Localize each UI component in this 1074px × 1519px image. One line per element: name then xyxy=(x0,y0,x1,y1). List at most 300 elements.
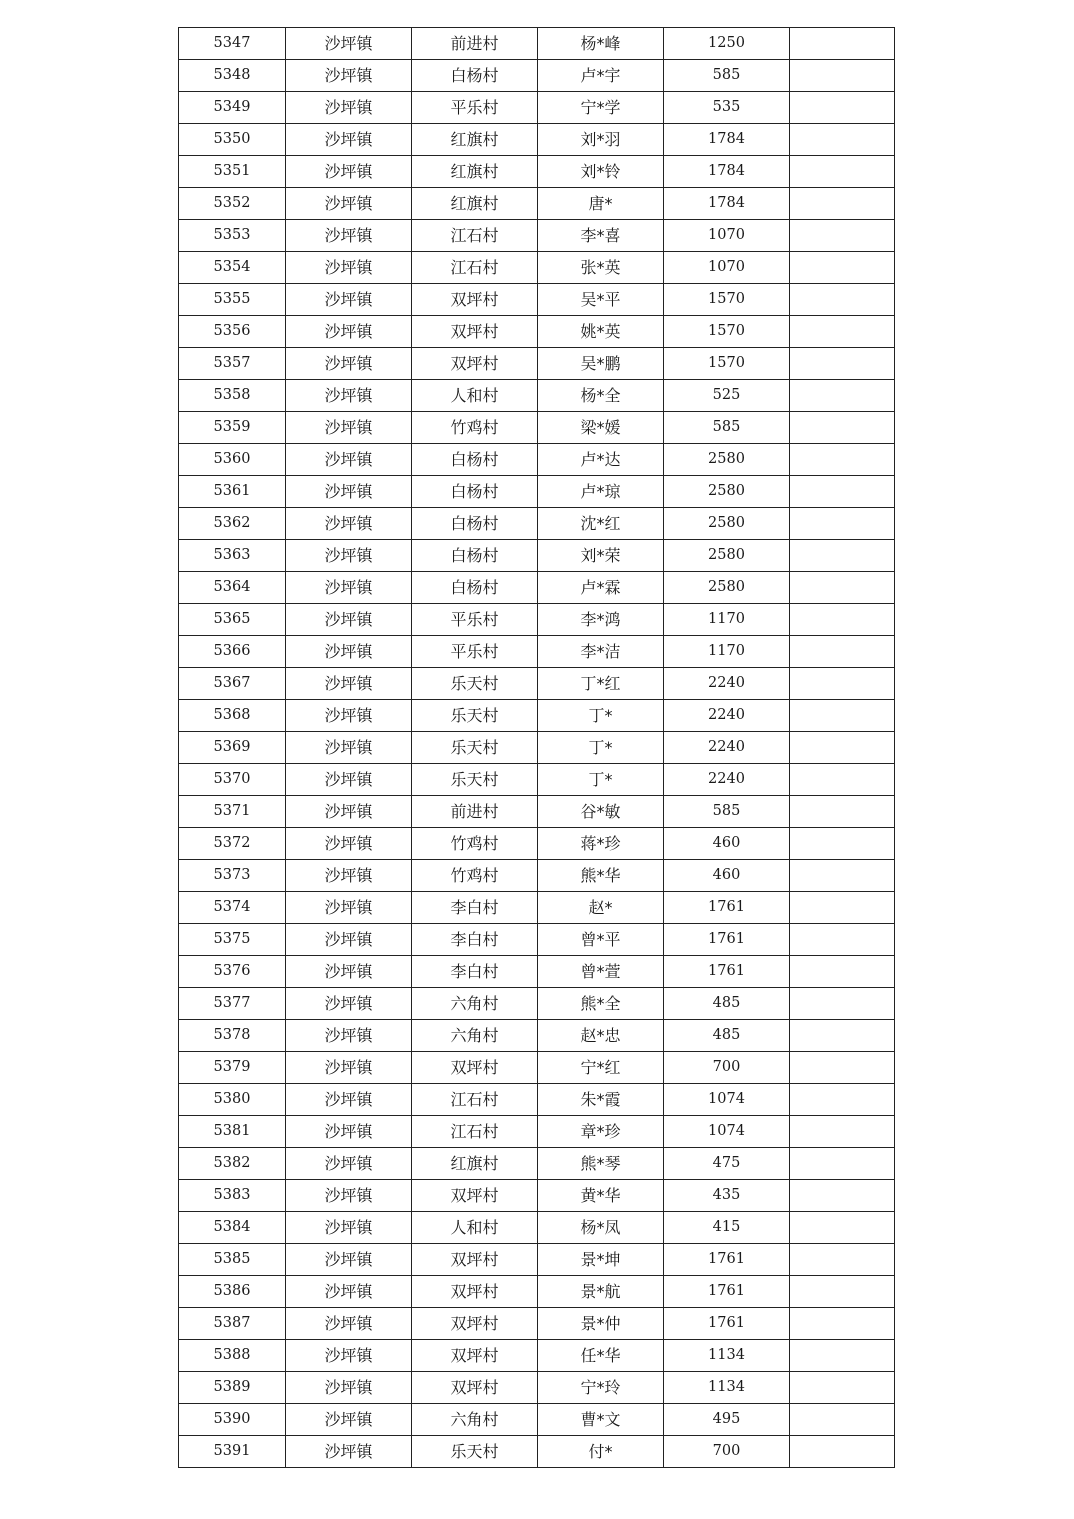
cell-town: 沙坪镇 xyxy=(286,668,412,700)
cell-serial-number: 5352 xyxy=(179,188,286,220)
cell-village: 六角村 xyxy=(412,988,538,1020)
cell-village: 双坪村 xyxy=(412,1276,538,1308)
cell-serial-number: 5373 xyxy=(179,860,286,892)
table-row xyxy=(179,540,895,572)
cell-person-name: 蒋*珍 xyxy=(538,828,664,860)
cell-person-name: 卢*琼 xyxy=(538,476,664,508)
cell-village: 红旗村 xyxy=(412,188,538,220)
cell-person-name: 刘*铃 xyxy=(538,156,664,188)
cell-town: 沙坪镇 xyxy=(286,508,412,540)
cell-amount: 700 xyxy=(664,1436,790,1468)
table-row xyxy=(179,1084,895,1116)
cell-person-name: 熊*全 xyxy=(538,988,664,1020)
table-row xyxy=(179,348,895,380)
cell-remark xyxy=(790,156,895,188)
table-row xyxy=(179,828,895,860)
table-row xyxy=(179,1148,895,1180)
table-row xyxy=(179,988,895,1020)
cell-amount: 495 xyxy=(664,1404,790,1436)
cell-amount: 1784 xyxy=(664,188,790,220)
cell-amount: 2580 xyxy=(664,476,790,508)
table-row xyxy=(179,284,895,316)
cell-serial-number: 5372 xyxy=(179,828,286,860)
cell-amount: 2580 xyxy=(664,540,790,572)
cell-person-name: 宁*红 xyxy=(538,1052,664,1084)
cell-remark xyxy=(790,860,895,892)
cell-village: 前进村 xyxy=(412,28,538,60)
cell-amount: 1134 xyxy=(664,1340,790,1372)
cell-town: 沙坪镇 xyxy=(286,1180,412,1212)
cell-person-name: 李*喜 xyxy=(538,220,664,252)
cell-person-name: 谷*敏 xyxy=(538,796,664,828)
table-row xyxy=(179,444,895,476)
cell-village: 白杨村 xyxy=(412,540,538,572)
cell-village: 双坪村 xyxy=(412,316,538,348)
cell-village: 竹鸡村 xyxy=(412,828,538,860)
cell-remark xyxy=(790,1116,895,1148)
table-row xyxy=(179,28,895,60)
cell-village: 乐天村 xyxy=(412,764,538,796)
cell-remark xyxy=(790,508,895,540)
cell-village: 李白村 xyxy=(412,924,538,956)
cell-village: 白杨村 xyxy=(412,476,538,508)
cell-person-name: 卢*霖 xyxy=(538,572,664,604)
cell-person-name: 赵* xyxy=(538,892,664,924)
cell-person-name: 宁*玲 xyxy=(538,1372,664,1404)
table-row xyxy=(179,476,895,508)
cell-amount: 1074 xyxy=(664,1116,790,1148)
cell-person-name: 李*鸿 xyxy=(538,604,664,636)
cell-amount: 1570 xyxy=(664,284,790,316)
cell-serial-number: 5353 xyxy=(179,220,286,252)
table-row xyxy=(179,636,895,668)
cell-town: 沙坪镇 xyxy=(286,60,412,92)
cell-remark xyxy=(790,476,895,508)
cell-amount: 1170 xyxy=(664,636,790,668)
cell-amount: 1070 xyxy=(664,220,790,252)
cell-village: 人和村 xyxy=(412,1212,538,1244)
cell-remark xyxy=(790,572,895,604)
cell-town: 沙坪镇 xyxy=(286,1052,412,1084)
cell-remark xyxy=(790,540,895,572)
cell-town: 沙坪镇 xyxy=(286,988,412,1020)
table-row xyxy=(179,604,895,636)
cell-village: 平乐村 xyxy=(412,604,538,636)
cell-serial-number: 5371 xyxy=(179,796,286,828)
cell-serial-number: 5366 xyxy=(179,636,286,668)
cell-serial-number: 5356 xyxy=(179,316,286,348)
cell-village: 六角村 xyxy=(412,1404,538,1436)
cell-amount: 1784 xyxy=(664,156,790,188)
cell-remark xyxy=(790,188,895,220)
table-row xyxy=(179,1052,895,1084)
cell-village: 竹鸡村 xyxy=(412,412,538,444)
table-row xyxy=(179,124,895,156)
cell-serial-number: 5381 xyxy=(179,1116,286,1148)
cell-town: 沙坪镇 xyxy=(286,796,412,828)
cell-village: 双坪村 xyxy=(412,1052,538,1084)
cell-village: 江石村 xyxy=(412,1116,538,1148)
table-row xyxy=(179,380,895,412)
cell-serial-number: 5350 xyxy=(179,124,286,156)
cell-amount: 1070 xyxy=(664,252,790,284)
cell-amount: 2580 xyxy=(664,444,790,476)
cell-person-name: 曹*文 xyxy=(538,1404,664,1436)
cell-remark xyxy=(790,284,895,316)
cell-person-name: 杨*峰 xyxy=(538,28,664,60)
cell-town: 沙坪镇 xyxy=(286,924,412,956)
table-row xyxy=(179,860,895,892)
cell-village: 乐天村 xyxy=(412,700,538,732)
cell-town: 沙坪镇 xyxy=(286,1404,412,1436)
cell-serial-number: 5391 xyxy=(179,1436,286,1468)
cell-remark xyxy=(790,1308,895,1340)
cell-remark xyxy=(790,412,895,444)
cell-amount: 1074 xyxy=(664,1084,790,1116)
cell-person-name: 杨*全 xyxy=(538,380,664,412)
table-row xyxy=(179,412,895,444)
cell-person-name: 熊*华 xyxy=(538,860,664,892)
cell-serial-number: 5357 xyxy=(179,348,286,380)
cell-person-name: 章*珍 xyxy=(538,1116,664,1148)
cell-town: 沙坪镇 xyxy=(286,700,412,732)
cell-town: 沙坪镇 xyxy=(286,636,412,668)
cell-serial-number: 5351 xyxy=(179,156,286,188)
cell-serial-number: 5389 xyxy=(179,1372,286,1404)
cell-person-name: 丁* xyxy=(538,764,664,796)
cell-serial-number: 5385 xyxy=(179,1244,286,1276)
cell-serial-number: 5360 xyxy=(179,444,286,476)
cell-serial-number: 5349 xyxy=(179,92,286,124)
cell-person-name: 景*航 xyxy=(538,1276,664,1308)
cell-amount: 2240 xyxy=(664,732,790,764)
cell-remark xyxy=(790,1340,895,1372)
cell-amount: 1761 xyxy=(664,956,790,988)
cell-town: 沙坪镇 xyxy=(286,892,412,924)
cell-amount: 585 xyxy=(664,60,790,92)
cell-serial-number: 5365 xyxy=(179,604,286,636)
cell-amount: 1784 xyxy=(664,124,790,156)
cell-serial-number: 5375 xyxy=(179,924,286,956)
cell-serial-number: 5358 xyxy=(179,380,286,412)
cell-person-name: 宁*学 xyxy=(538,92,664,124)
cell-remark xyxy=(790,764,895,796)
cell-village: 乐天村 xyxy=(412,668,538,700)
cell-serial-number: 5363 xyxy=(179,540,286,572)
table-row xyxy=(179,1212,895,1244)
table-row xyxy=(179,668,895,700)
table-row xyxy=(179,60,895,92)
cell-person-name: 黄*华 xyxy=(538,1180,664,1212)
cell-village: 平乐村 xyxy=(412,636,538,668)
cell-remark xyxy=(790,1020,895,1052)
cell-village: 李白村 xyxy=(412,892,538,924)
cell-person-name: 唐* xyxy=(538,188,664,220)
cell-person-name: 曾*萱 xyxy=(538,956,664,988)
cell-person-name: 景*坤 xyxy=(538,1244,664,1276)
cell-amount: 1250 xyxy=(664,28,790,60)
cell-town: 沙坪镇 xyxy=(286,348,412,380)
cell-town: 沙坪镇 xyxy=(286,252,412,284)
cell-serial-number: 5374 xyxy=(179,892,286,924)
cell-remark xyxy=(790,1052,895,1084)
cell-remark xyxy=(790,604,895,636)
table-row xyxy=(179,956,895,988)
cell-amount: 2240 xyxy=(664,700,790,732)
cell-serial-number: 5379 xyxy=(179,1052,286,1084)
cell-remark xyxy=(790,380,895,412)
cell-serial-number: 5364 xyxy=(179,572,286,604)
cell-serial-number: 5362 xyxy=(179,508,286,540)
cell-serial-number: 5378 xyxy=(179,1020,286,1052)
cell-town: 沙坪镇 xyxy=(286,1244,412,1276)
cell-remark xyxy=(790,1212,895,1244)
cell-village: 双坪村 xyxy=(412,1340,538,1372)
cell-town: 沙坪镇 xyxy=(286,1212,412,1244)
table-row xyxy=(179,316,895,348)
cell-village: 平乐村 xyxy=(412,92,538,124)
cell-amount: 1570 xyxy=(664,348,790,380)
cell-person-name: 朱*霞 xyxy=(538,1084,664,1116)
table-row xyxy=(179,1244,895,1276)
cell-town: 沙坪镇 xyxy=(286,156,412,188)
cell-serial-number: 5369 xyxy=(179,732,286,764)
cell-amount: 1761 xyxy=(664,892,790,924)
cell-person-name: 曾*平 xyxy=(538,924,664,956)
table-body xyxy=(179,28,895,1468)
cell-person-name: 景*仲 xyxy=(538,1308,664,1340)
cell-village: 白杨村 xyxy=(412,508,538,540)
cell-person-name: 沈*红 xyxy=(538,508,664,540)
cell-town: 沙坪镇 xyxy=(286,828,412,860)
cell-village: 竹鸡村 xyxy=(412,860,538,892)
cell-remark xyxy=(790,1404,895,1436)
cell-town: 沙坪镇 xyxy=(286,316,412,348)
cell-village: 双坪村 xyxy=(412,1308,538,1340)
cell-amount: 700 xyxy=(664,1052,790,1084)
cell-town: 沙坪镇 xyxy=(286,1340,412,1372)
cell-amount: 2240 xyxy=(664,764,790,796)
cell-person-name: 丁* xyxy=(538,732,664,764)
cell-town: 沙坪镇 xyxy=(286,1436,412,1468)
cell-remark xyxy=(790,1436,895,1468)
cell-remark xyxy=(790,316,895,348)
cell-remark xyxy=(790,60,895,92)
table-row xyxy=(179,1340,895,1372)
cell-town: 沙坪镇 xyxy=(286,956,412,988)
cell-village: 前进村 xyxy=(412,796,538,828)
table-row xyxy=(179,252,895,284)
table-row xyxy=(179,92,895,124)
cell-town: 沙坪镇 xyxy=(286,412,412,444)
table-row xyxy=(179,220,895,252)
cell-serial-number: 5347 xyxy=(179,28,286,60)
cell-town: 沙坪镇 xyxy=(286,444,412,476)
cell-person-name: 丁*红 xyxy=(538,668,664,700)
cell-remark xyxy=(790,28,895,60)
cell-amount: 2580 xyxy=(664,508,790,540)
cell-amount: 2580 xyxy=(664,572,790,604)
cell-amount: 460 xyxy=(664,828,790,860)
table-row xyxy=(179,1116,895,1148)
cell-person-name: 吴*平 xyxy=(538,284,664,316)
cell-remark xyxy=(790,668,895,700)
cell-town: 沙坪镇 xyxy=(286,1084,412,1116)
cell-amount: 415 xyxy=(664,1212,790,1244)
cell-remark xyxy=(790,828,895,860)
table-row xyxy=(179,572,895,604)
cell-remark xyxy=(790,220,895,252)
cell-serial-number: 5387 xyxy=(179,1308,286,1340)
cell-village: 双坪村 xyxy=(412,348,538,380)
cell-village: 双坪村 xyxy=(412,1244,538,1276)
cell-person-name: 张*英 xyxy=(538,252,664,284)
cell-amount: 1761 xyxy=(664,924,790,956)
cell-town: 沙坪镇 xyxy=(286,1372,412,1404)
table-row xyxy=(179,1436,895,1468)
cell-town: 沙坪镇 xyxy=(286,1020,412,1052)
cell-town: 沙坪镇 xyxy=(286,732,412,764)
cell-remark xyxy=(790,444,895,476)
cell-person-name: 李*洁 xyxy=(538,636,664,668)
cell-amount: 485 xyxy=(664,988,790,1020)
cell-person-name: 刘*羽 xyxy=(538,124,664,156)
cell-serial-number: 5359 xyxy=(179,412,286,444)
cell-person-name: 卢*宇 xyxy=(538,60,664,92)
table-row xyxy=(179,700,895,732)
cell-village: 江石村 xyxy=(412,1084,538,1116)
cell-serial-number: 5376 xyxy=(179,956,286,988)
cell-serial-number: 5348 xyxy=(179,60,286,92)
cell-remark xyxy=(790,892,895,924)
cell-remark xyxy=(790,956,895,988)
cell-town: 沙坪镇 xyxy=(286,764,412,796)
table-row xyxy=(179,1180,895,1212)
cell-town: 沙坪镇 xyxy=(286,1308,412,1340)
cell-serial-number: 5370 xyxy=(179,764,286,796)
cell-amount: 585 xyxy=(664,796,790,828)
cell-serial-number: 5354 xyxy=(179,252,286,284)
cell-village: 双坪村 xyxy=(412,1180,538,1212)
cell-person-name: 丁* xyxy=(538,700,664,732)
cell-amount: 1134 xyxy=(664,1372,790,1404)
cell-person-name: 杨*凤 xyxy=(538,1212,664,1244)
cell-amount: 1761 xyxy=(664,1276,790,1308)
table-row xyxy=(179,732,895,764)
cell-remark xyxy=(790,1180,895,1212)
cell-town: 沙坪镇 xyxy=(286,572,412,604)
cell-person-name: 熊*琴 xyxy=(538,1148,664,1180)
cell-serial-number: 5384 xyxy=(179,1212,286,1244)
table-row xyxy=(179,1020,895,1052)
table-row xyxy=(179,924,895,956)
cell-town: 沙坪镇 xyxy=(286,220,412,252)
cell-amount: 435 xyxy=(664,1180,790,1212)
table-row xyxy=(179,1372,895,1404)
cell-person-name: 刘*荣 xyxy=(538,540,664,572)
table-row xyxy=(179,156,895,188)
cell-amount: 1570 xyxy=(664,316,790,348)
cell-town: 沙坪镇 xyxy=(286,380,412,412)
cell-person-name: 赵*忠 xyxy=(538,1020,664,1052)
cell-village: 李白村 xyxy=(412,956,538,988)
table-row xyxy=(179,1404,895,1436)
cell-person-name: 姚*英 xyxy=(538,316,664,348)
cell-village: 白杨村 xyxy=(412,60,538,92)
cell-serial-number: 5382 xyxy=(179,1148,286,1180)
cell-remark xyxy=(790,700,895,732)
cell-remark xyxy=(790,1244,895,1276)
cell-town: 沙坪镇 xyxy=(286,188,412,220)
table-row xyxy=(179,796,895,828)
cell-person-name: 梁*媛 xyxy=(538,412,664,444)
cell-serial-number: 5355 xyxy=(179,284,286,316)
cell-town: 沙坪镇 xyxy=(286,860,412,892)
cell-town: 沙坪镇 xyxy=(286,284,412,316)
table-row xyxy=(179,508,895,540)
cell-remark xyxy=(790,92,895,124)
cell-remark xyxy=(790,348,895,380)
cell-village: 人和村 xyxy=(412,380,538,412)
cell-village: 乐天村 xyxy=(412,732,538,764)
cell-town: 沙坪镇 xyxy=(286,476,412,508)
cell-person-name: 任*华 xyxy=(538,1340,664,1372)
cell-serial-number: 5368 xyxy=(179,700,286,732)
table-row xyxy=(179,892,895,924)
cell-amount: 2240 xyxy=(664,668,790,700)
cell-town: 沙坪镇 xyxy=(286,1116,412,1148)
cell-amount: 460 xyxy=(664,860,790,892)
cell-person-name: 卢*达 xyxy=(538,444,664,476)
cell-amount: 525 xyxy=(664,380,790,412)
cell-person-name: 付* xyxy=(538,1436,664,1468)
cell-remark xyxy=(790,732,895,764)
table-row xyxy=(179,764,895,796)
cell-remark xyxy=(790,252,895,284)
cell-remark xyxy=(790,1372,895,1404)
cell-amount: 485 xyxy=(664,1020,790,1052)
cell-serial-number: 5367 xyxy=(179,668,286,700)
cell-amount: 585 xyxy=(664,412,790,444)
cell-remark xyxy=(790,1084,895,1116)
cell-amount: 535 xyxy=(664,92,790,124)
cell-town: 沙坪镇 xyxy=(286,92,412,124)
cell-town: 沙坪镇 xyxy=(286,28,412,60)
cell-village: 江石村 xyxy=(412,220,538,252)
table-row xyxy=(179,1308,895,1340)
cell-town: 沙坪镇 xyxy=(286,540,412,572)
cell-serial-number: 5383 xyxy=(179,1180,286,1212)
cell-amount: 1170 xyxy=(664,604,790,636)
cell-amount: 1761 xyxy=(664,1308,790,1340)
cell-village: 双坪村 xyxy=(412,284,538,316)
cell-serial-number: 5361 xyxy=(179,476,286,508)
cell-serial-number: 5390 xyxy=(179,1404,286,1436)
cell-village: 江石村 xyxy=(412,252,538,284)
cell-remark xyxy=(790,124,895,156)
cell-town: 沙坪镇 xyxy=(286,1148,412,1180)
cell-remark xyxy=(790,1148,895,1180)
cell-village: 双坪村 xyxy=(412,1372,538,1404)
cell-village: 六角村 xyxy=(412,1020,538,1052)
cell-remark xyxy=(790,988,895,1020)
cell-town: 沙坪镇 xyxy=(286,124,412,156)
cell-remark xyxy=(790,796,895,828)
cell-remark xyxy=(790,924,895,956)
cell-serial-number: 5388 xyxy=(179,1340,286,1372)
cell-village: 白杨村 xyxy=(412,444,538,476)
cell-town: 沙坪镇 xyxy=(286,1276,412,1308)
